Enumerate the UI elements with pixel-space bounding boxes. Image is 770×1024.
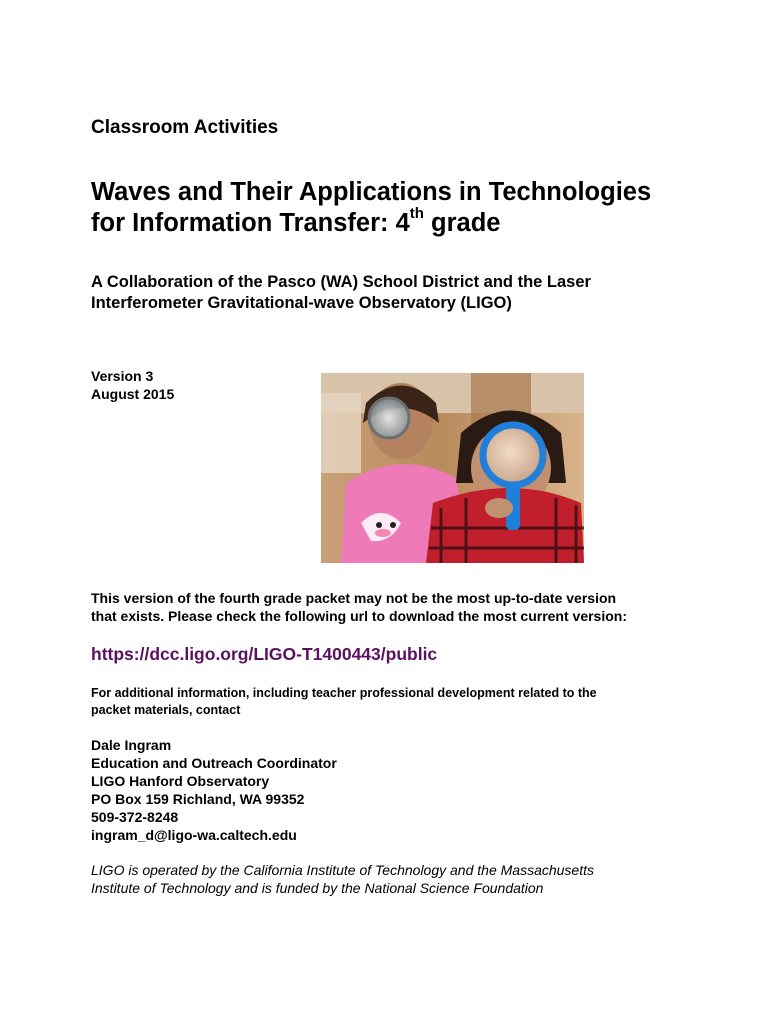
footer-line-2: Institute of Technology and is funded by the National Science Foundation [91,880,544,896]
document-title [91,177,651,239]
contact-phone: 509-372-8248 [91,809,179,825]
notice-line-2: that exists. Please check the following url to download the most current version: [91,608,627,624]
additional-info [91,685,597,719]
title-line-1: Waves and Their Applications in Technologies [91,178,652,206]
contact-email-link[interactable]: ingram_d@ligo-wa.caltech.edu [91,827,297,843]
contact-role: Education and Outreach Coordinator [91,755,337,771]
title-line-2 [91,204,651,239]
version-date: August 2015 [91,386,175,402]
collaboration-subtitle [91,272,591,314]
subtitle-line-2: Interferometer Gravitational-wave Observatory (LIGO) [91,294,512,312]
contact-organization: LIGO Hanford Observatory [91,773,270,789]
contact-block [91,736,337,844]
info-line-1: For additional information, including teacher professional development related to the [91,686,597,700]
section-kicker: Classroom Activities [91,117,279,138]
info-line-2: packet materials, contact [91,703,241,717]
notice-line-1: This version of the fourth grade packet may not be the most up-to-date version [91,590,617,606]
footer-note [91,861,594,897]
photo-illustration [321,373,584,563]
version-info [91,367,174,403]
version-notice [91,589,627,625]
title-line-2-prefix: for Information Transfer: 4 [91,209,410,237]
footer-line-1: LIGO is operated by the California Institute of Technology and the Massachusetts [91,862,594,878]
download-url-link[interactable]: https://dcc.ligo.org/LIGO-T1400443/public [91,644,438,664]
contact-name: Dale Ingram [91,737,172,753]
subtitle-line-1: A Collaboration of the Pasco (WA) School District and the Laser [91,273,591,291]
contact-address: PO Box 159 Richland, WA 99352 [91,791,305,807]
title-superscript: th [409,204,424,222]
children-magnifier-photo [321,373,584,563]
version-label: Version 3 [91,368,154,384]
title-line-2-suffix: grade [423,209,501,237]
